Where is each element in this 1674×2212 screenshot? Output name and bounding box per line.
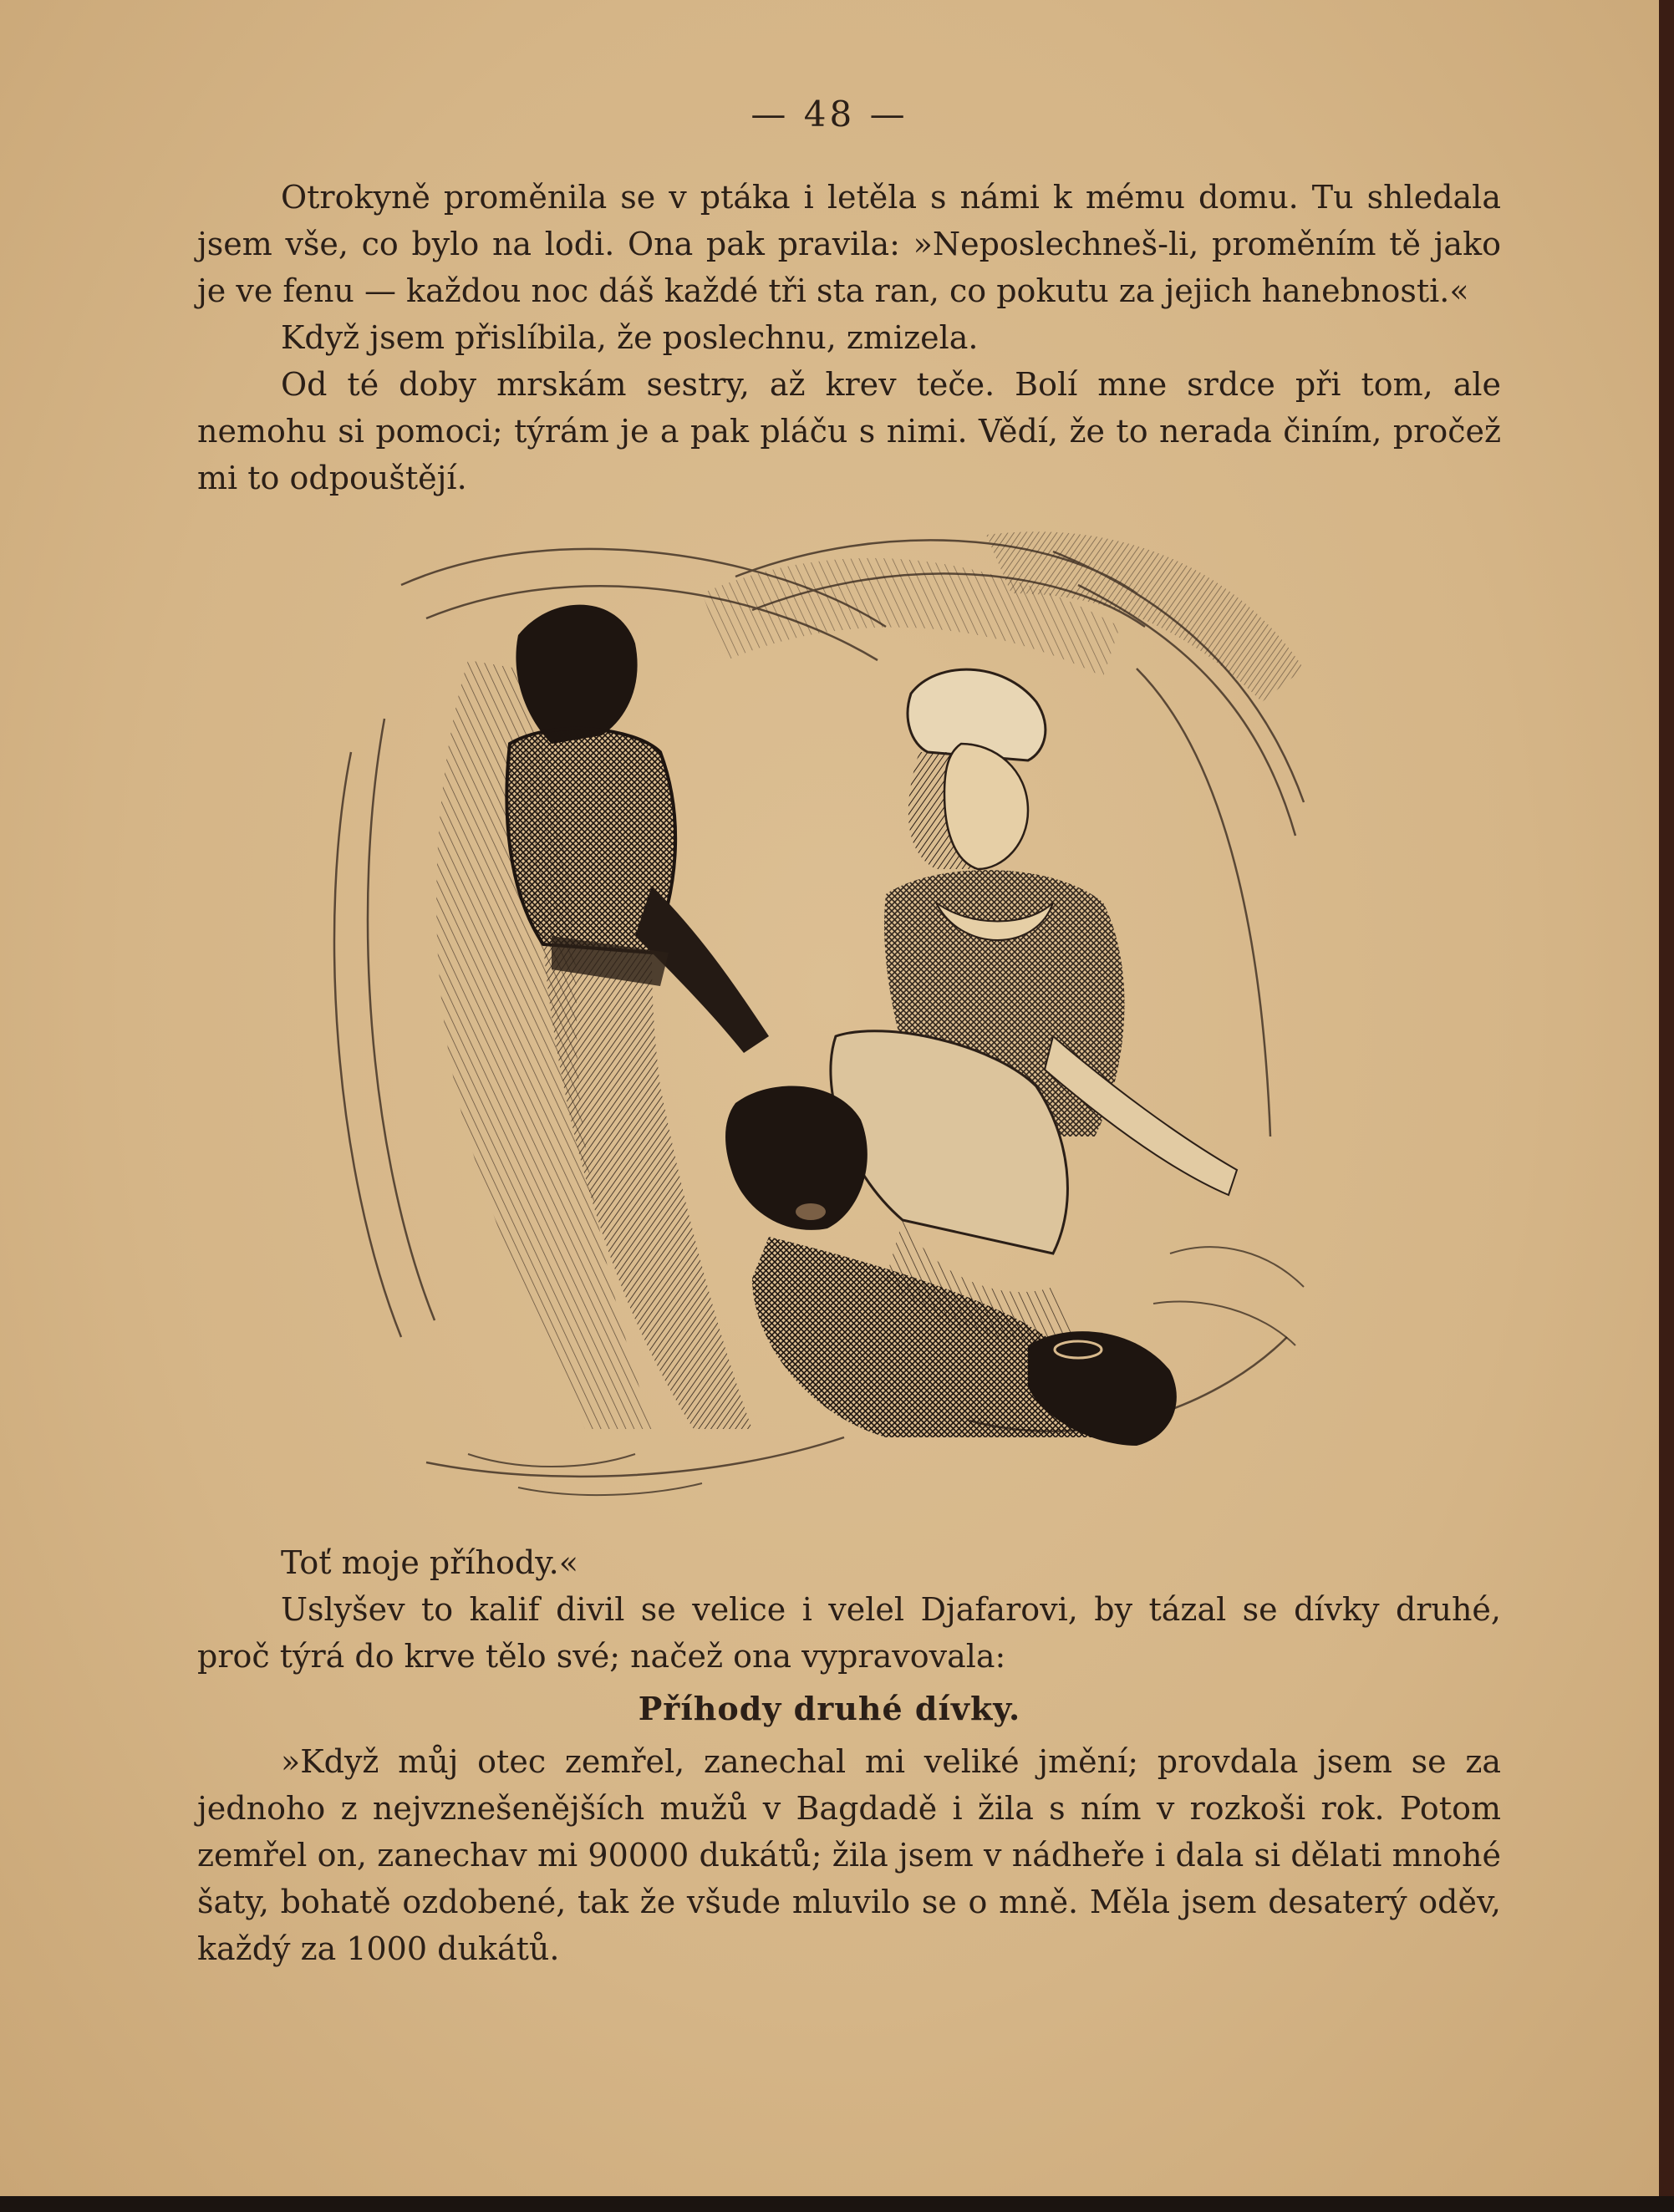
scan-border bbox=[0, 2196, 1674, 2212]
page-number: — 48 — bbox=[751, 94, 908, 135]
paragraph: Když jsem přislíbila, že poslechnu, zmizela. bbox=[281, 319, 979, 356]
paragraph: Toť moje příhody.« bbox=[281, 1544, 578, 1581]
text-block-bottom bbox=[197, 1738, 1501, 1972]
text-block-top bbox=[197, 174, 1501, 501]
engraving-illustration bbox=[301, 501, 1371, 1546]
text-block-middle bbox=[197, 1539, 1501, 1680]
paragraph: Uslyšev to kalif divil se velice i velel Djafarovi, by tázal se dívky druhé, proč týrá do krve tělo své; načež ona vypravovala: bbox=[197, 1591, 1501, 1675]
paragraph: Od té doby mrskám sestry, až krev teče. Bolí mne srdce při tom, ale nemohu si pomoci; týrám je a pak pláču s nimi. Vědí, že to nerada činím, pročež mi to odpouštějí. bbox=[197, 366, 1501, 496]
woman-figure bbox=[831, 669, 1237, 1342]
book-edge bbox=[1659, 0, 1674, 2212]
dark-figure bbox=[436, 605, 769, 1429]
paragraph: »Když můj otec zemřel, zanechal mi veliké jmění; provdala jsem se za jednoho z nejvznešenějších mužů v Bagdadě i žila s ním v rozkoši rok. Potom zemřel on, zanechav mi 90000 dukátů; žila jsem v nádheře i dala si dělati mnohé šaty, bohatě ozdobené, tak že všude mluvilo se o mně. Měla jsem desaterý oděv, každý za 1000 dukátů. bbox=[197, 1743, 1501, 1967]
paragraph: Otrokyně proměnila se v ptáka i letěla s námi k mému domu. Tu shledala jsem vše, co bylo na lodi. Ona pak pravila: »Neposlechneš-li, proměním tě jako je ve fenu — každou noc dáš každé tři sta ran, co pokutu za jejich hanebnosti.« bbox=[197, 179, 1501, 309]
section-heading: Příhody druhé dívky. bbox=[638, 1690, 1021, 1727]
